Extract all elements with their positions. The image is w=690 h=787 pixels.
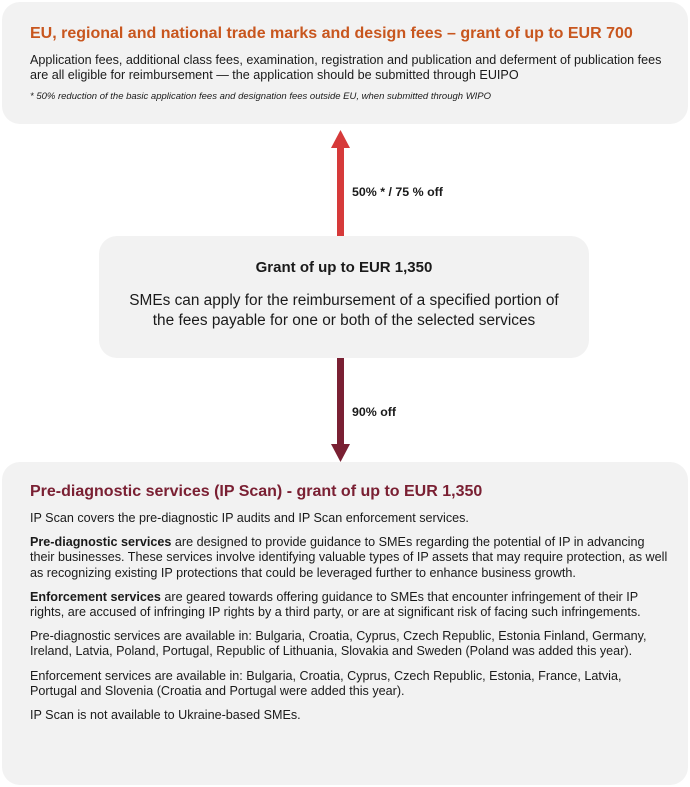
arrow-down-label: 90% off [352,405,397,419]
prediag-paragraph [30,535,668,581]
enforce-paragraph [30,590,668,620]
prediag-availability: Pre-diagnostic services are available in: Bulgaria, Croatia, Cyprus, Czech Republic, Estonia Finland, Germany, Ireland, Latvia, Poland, Portugal, Republic of Lithuania, Slovakia and Sweden (Poland was added this year). [30,629,647,659]
prediag-term: Pre-diagnostic services [30,535,172,550]
ip-scan-panel [2,462,688,785]
arrow-up-label: 50% * / 75 % off [352,185,443,199]
ukraine-note: IP Scan is not available to Ukraine-based SMEs. [30,708,301,723]
trade-marks-description: Application fees, additional class fees, examination, registration and publication and deferment of publication fees are all eligible for reimbursement — the application should be submitted through EUIPO [30,53,662,82]
enforce-availability: Enforcement services are available in: Bulgaria, Croatia, Cyprus, Czech Republic, Estonia, France, Latvia, Portugal and Slovenia (Croatia and Portugal were added this year). [30,668,622,698]
enforce-text: are geared towards offering guidance to SMEs that encounter infringement of their IP rights, are accused of infringing IP rights by a third party, or are at significant risk of facing such infringements. [30,589,641,620]
ip-scan-intro: IP Scan covers the pre-diagnostic IP audits and IP Scan enforcement services. [30,511,469,525]
enforce-term: Enforcement services [30,589,161,604]
trade-marks-panel [2,2,688,124]
trade-marks-title: EU, regional and national trade marks and design fees – grant of up to EUR 700 [30,25,633,42]
arrow-up-icon [331,130,350,236]
grant-title: Grant of up to EUR 1,350 [255,259,433,276]
grant-description: SMEs can apply for the reimbursement of a specified portion of the fees payable for one or both of the selected services [129,292,559,329]
prediag-text: are designed to provide guidance to SMEs regarding the potential of IP in advancing their businesses. These services involve identifying valuable types of IP assets that may require protection, as well as recognizing existing IP protections that could be leveraged further to enhance business growth. [30,535,668,580]
ip-scan-title: Pre-diagnostic services (IP Scan) - grant of up to EUR 1,350 [30,483,483,500]
grant-panel [99,236,589,358]
trade-marks-footnote: * 50% reduction of the basic application fees and designation fees outside EU, when submitted through WIPO [30,91,492,102]
arrow-down-icon [331,358,350,462]
